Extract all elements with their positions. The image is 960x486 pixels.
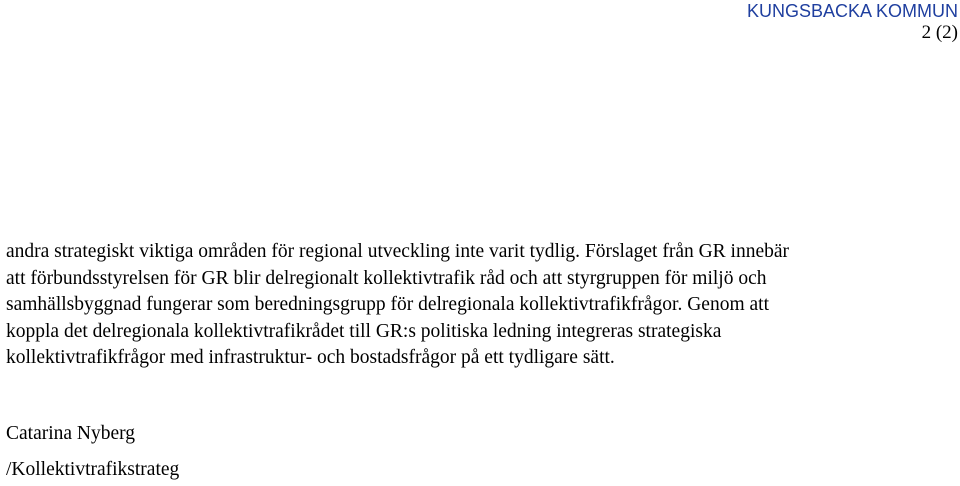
signature-name: Catarina Nyberg: [6, 423, 136, 444]
signature-title: /Kollektivtrafikstrateg: [6, 459, 180, 480]
paragraph-line: samhällsbyggnad fungerar som beredningsgrupp för delregionala kollektivtrafikfrågor. Genom att: [6, 294, 769, 315]
paragraph-line: kollektivtrafikfrågor med infrastruktur- och bostadsfrågor på ett tydligare sätt.: [6, 347, 615, 368]
paragraph-line: andra strategiskt viktiga områden för regional utveckling inte varit tydlig. Förslaget från GR innebär: [6, 241, 790, 262]
organization-header: KUNGSBACKA KOMMUN: [746, 1, 958, 21]
paragraph-line: att förbundsstyrelsen för GR blir delregionalt kollektivtrafik råd och att styrgruppen för miljö och: [6, 267, 767, 289]
page-number: 2 (2): [921, 22, 958, 43]
body-paragraph: [6, 239, 956, 372]
paragraph-line: koppla det delregionala kollektivtrafikrådet till GR:s politiska ledning integreras strategiska: [6, 320, 722, 342]
